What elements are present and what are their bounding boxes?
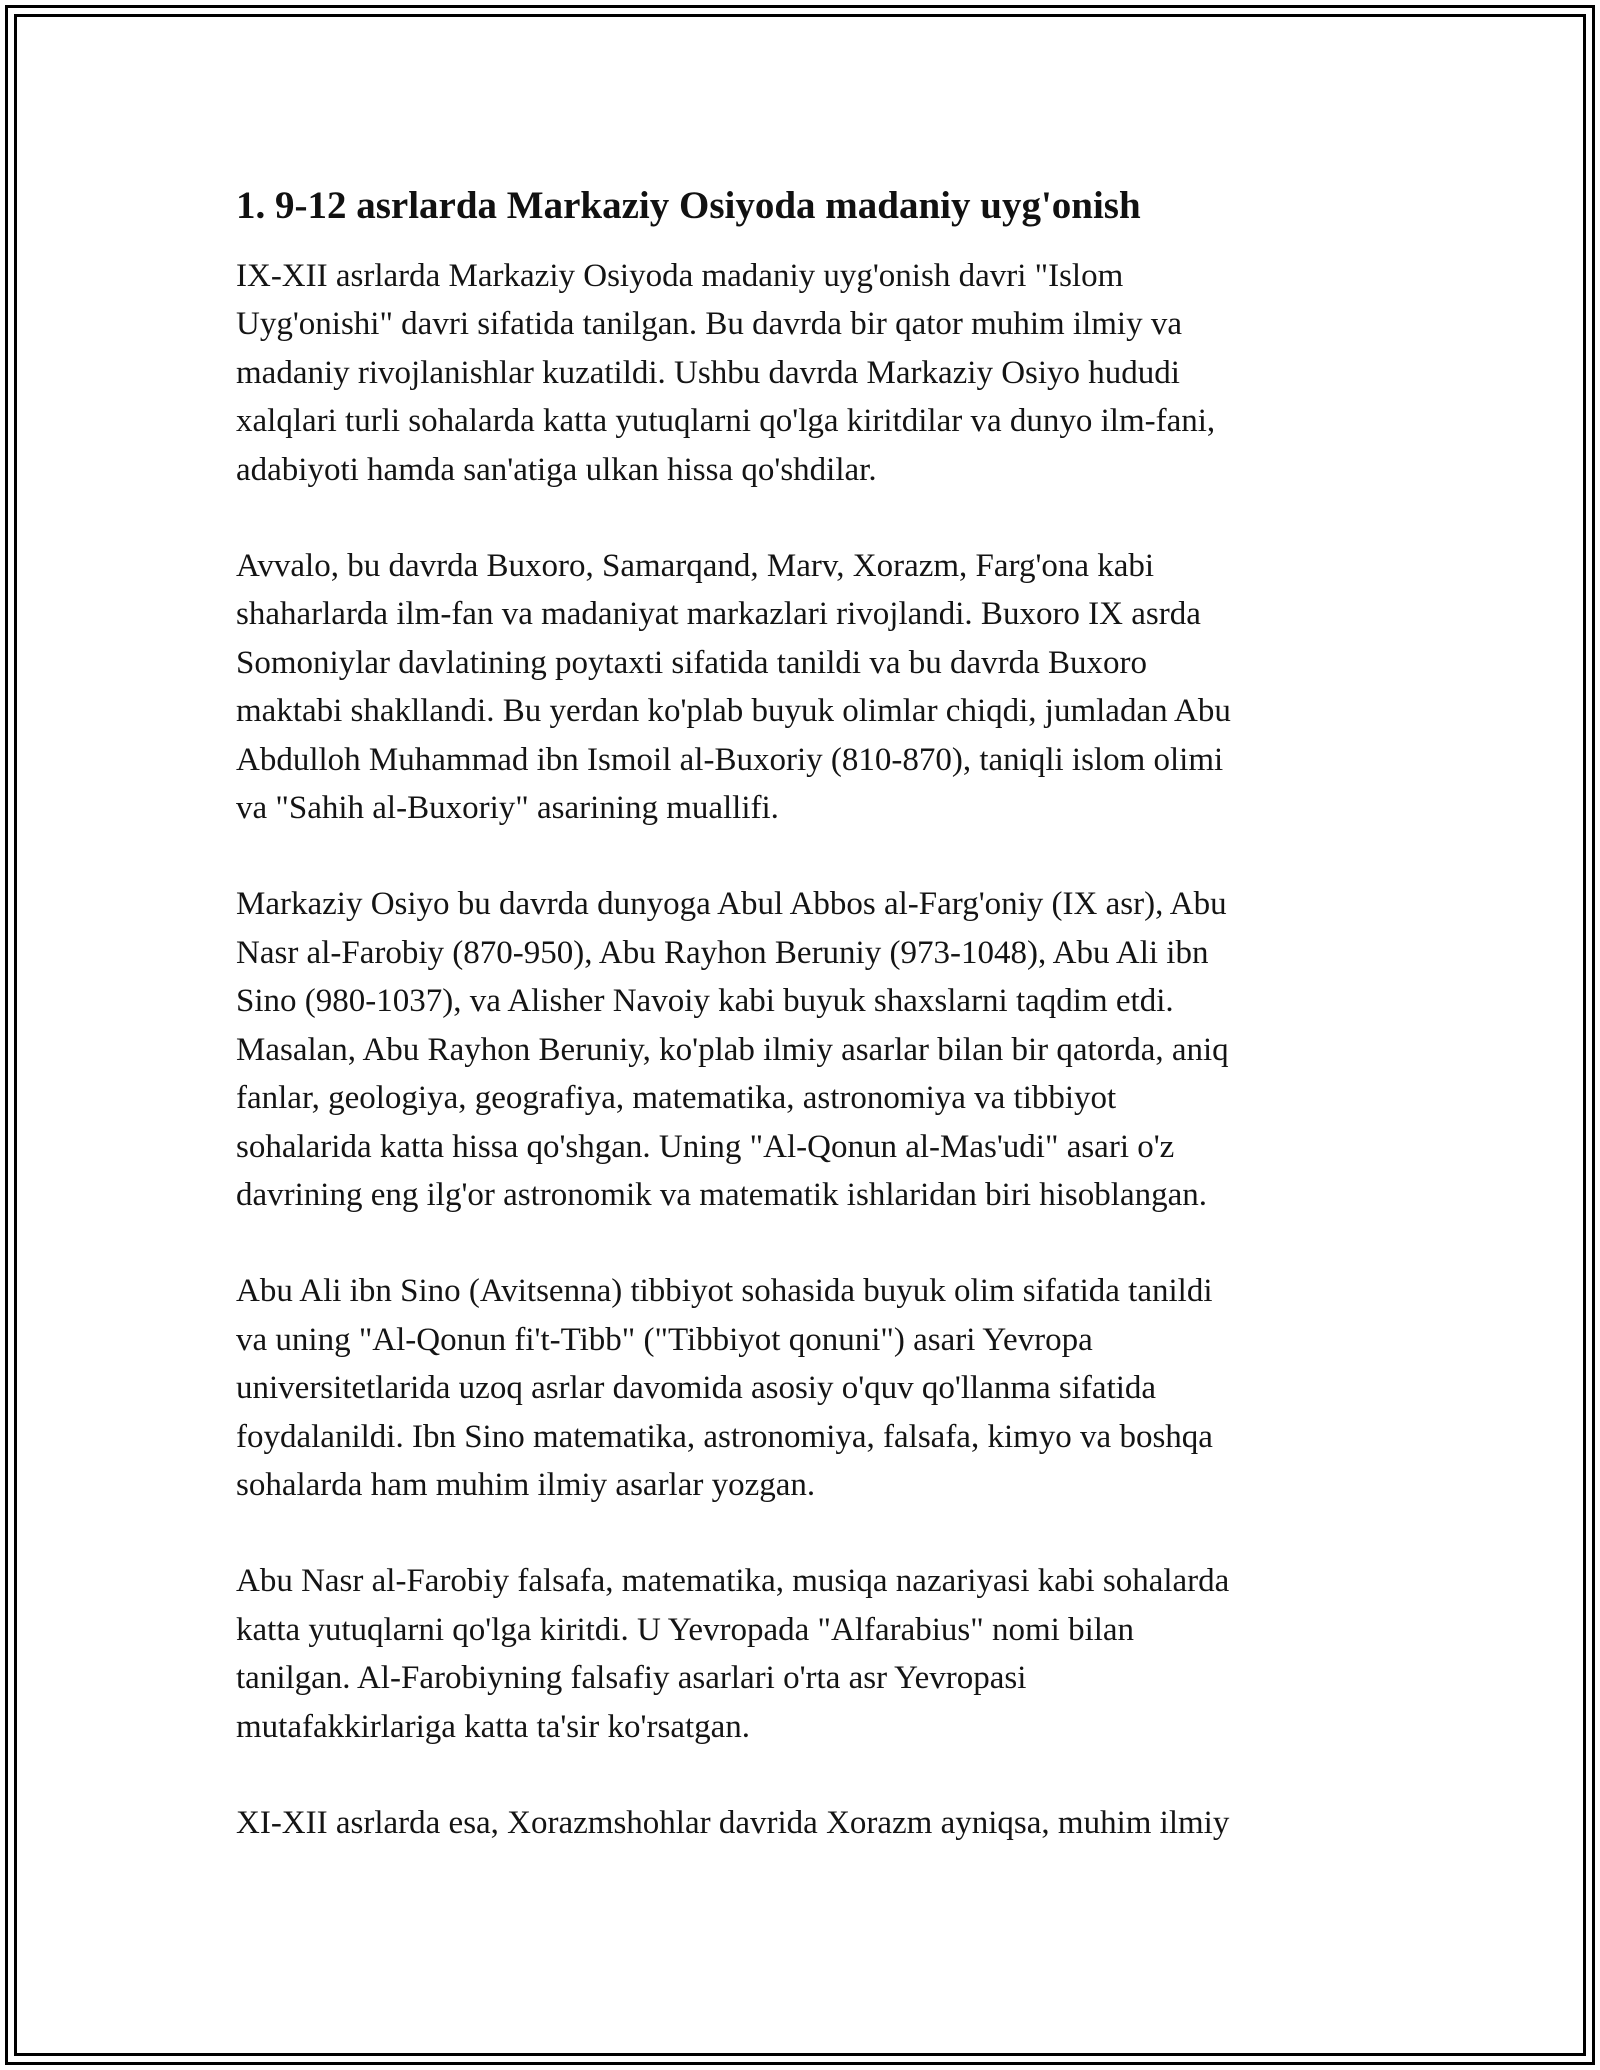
paragraph-1 (236, 252, 1366, 494)
text-line: sohalarda ham muhim ilmiy asarlar yozgan. (236, 1466, 816, 1503)
text-line: Avvalo, bu davrda Buxoro, Samarqand, Marv, Xorazm, Farg'ona kabi (236, 548, 1155, 585)
paragraph-6 (236, 1799, 1366, 1847)
text-line: katta yutuqlarni qo'lga kiritdi. U Yevropada "Alfarabius" nomi bilan (236, 1611, 1135, 1648)
text-line: Abu Ali ibn Sino (Avitsenna) tibbiyot sohasida buyuk olim sifatida tanildi (236, 1273, 1213, 1310)
text-line: adabiyoti hamda san'atiga ulkan hissa qo'shdilar. (236, 451, 877, 488)
text-line: tanilgan. Al-Farobiyning falsafiy asarlari o'rta asr Yevropasi (236, 1660, 1027, 1697)
text-line: universitetlarida uzoq asrlar davomida asosiy o'quv qo'llanma sifatida (236, 1370, 1157, 1407)
text-line: Sino (980-1037), va Alisher Navoiy kabi buyuk shaxslarni taqdim etdi. (236, 983, 1174, 1020)
text-line: va uning "Al-Qonun fi't-Tibb" ("Tibbiyot qonuni") asari Yevropa (236, 1321, 1093, 1358)
text-line: maktabi shakllandi. Bu yerdan ko'plab buyuk olimlar chiqdi, jumladan Abu (236, 693, 1231, 730)
text-line: va "Sahih al-Buxoriy" asarining muallifi. (236, 790, 779, 827)
text-line: Masalan, Abu Rayhon Beruniy, ko'plab ilmiy asarlar bilan bir qatorda, aniq (236, 1031, 1229, 1068)
text-line: Abdulloh Muhammad ibn Ismoil al-Buxoriy (810-870), taniqli islom olimi (236, 741, 1224, 778)
text-line: Somoniylar davlatining poytaxti sifatida tanildi va bu davrda Buxoro (236, 644, 1147, 681)
text-line: fanlar, geologiya, geografiya, matematika, astronomiya va tibbiyot (236, 1080, 1117, 1117)
text-line: madaniy rivojlanishlar kuzatildi. Ushbu davrda Markaziy Osiyo hududi (236, 354, 1180, 391)
text-line: IX-XII asrlarda Markaziy Osiyoda madaniy uyg'onish davri "Islom (236, 258, 1124, 294)
text-line: Abu Nasr al-Farobiy falsafa, matematika, musiqa nazariyasi kabi sohalarda (236, 1563, 1230, 1600)
text-line: Uyg'onishi" davri sifatida tanilgan. Bu davrda bir qator muhim ilmiy va (236, 306, 1182, 343)
text-line: davrining eng ilg'or astronomik va matematik ishlaridan biri hisoblangan. (236, 1176, 1207, 1213)
text-line: foydalanildi. Ibn Sino matematika, astronomiya, falsafa, kimyo va boshqa (236, 1418, 1213, 1455)
text-line: XI-XII asrlarda esa, Xorazmshohlar davrida Xorazm ayniqsa, muhim ilmiy (236, 1804, 1230, 1841)
paragraph-3 (236, 880, 1366, 1219)
section-heading: 1. 9-12 asrlarda Markaziy Osiyoda madaniy uyg'onish (236, 184, 1141, 227)
text-line: sohalarida katta hissa qo'shgan. Uning "Al-Qonun al-Mas'udi" asari o'z (236, 1128, 1175, 1165)
text-line: shaharlarda ilm-fan va madaniyat markazlari rivojlandi. Buxoro IX asrda (236, 596, 1201, 633)
paragraph-2 (236, 542, 1366, 832)
paragraph-5 (236, 1557, 1366, 1751)
text-line: xalqlari turli sohalarda katta yutuqlarni qo'lga kiritdilar va dunyo ilm-fani, (236, 403, 1216, 440)
text-line: Markaziy Osiyo bu davrda dunyoga Abul Abbos al-Farg'oniy (IX asr), Abu (236, 886, 1227, 923)
paragraph-4 (236, 1267, 1366, 1509)
text-line: Nasr al-Farobiy (870-950), Abu Rayhon Beruniy (973-1048), Abu Ali ibn (236, 934, 1209, 971)
document-body (236, 182, 1366, 1895)
text-line: mutafakkirlariga katta ta'sir ko'rsatgan. (236, 1708, 751, 1745)
